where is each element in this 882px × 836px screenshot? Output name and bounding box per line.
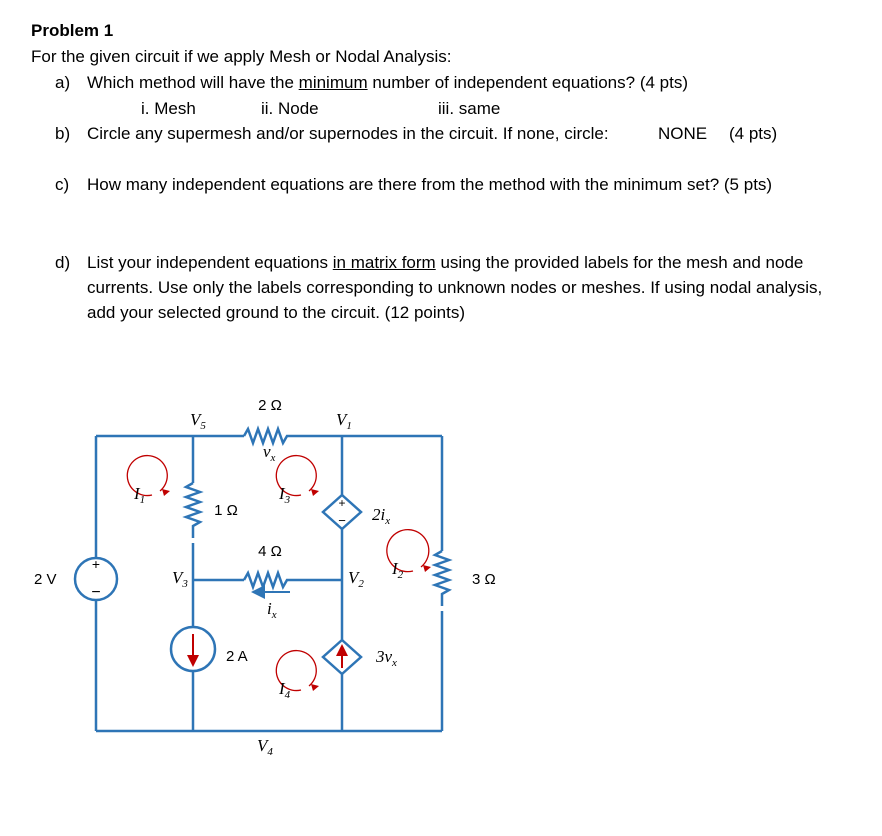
vsource-minus: − xyxy=(91,584,101,601)
resistor-3ohm xyxy=(435,551,449,606)
v2-sub: 2 xyxy=(358,578,364,590)
part-d-underlined: in matrix form xyxy=(332,253,436,272)
part-b-label: b) xyxy=(55,124,71,143)
part-d-label: d) xyxy=(55,253,71,272)
v1-sub: 1 xyxy=(346,420,352,432)
i2-sub: 2 xyxy=(397,569,404,581)
label-4ohm: 4 Ω xyxy=(258,543,282,560)
label-3ohm: 3 Ω xyxy=(472,571,496,588)
ix-main: i xyxy=(267,599,272,618)
part-d-line3: add your selected ground to the circuit. (12 points) xyxy=(87,303,465,322)
arrowhead-i1 xyxy=(162,489,170,496)
part-c-label: c) xyxy=(55,175,70,194)
dep-current-main: 3v xyxy=(376,647,393,666)
resistor-1ohm xyxy=(186,483,200,538)
ix-sub: x xyxy=(271,609,277,621)
v4-main: V xyxy=(257,736,268,755)
mesh-i1 xyxy=(133,484,145,506)
vsource-plus: + xyxy=(91,556,101,572)
dep-v-minus: − xyxy=(338,513,346,528)
i3-main: I xyxy=(279,484,285,503)
node-v5 xyxy=(190,410,206,432)
node-v1 xyxy=(336,410,352,432)
v3-sub: 3 xyxy=(182,578,188,590)
arrowhead-i3 xyxy=(311,489,319,496)
part-b-points: (4 pts) xyxy=(729,124,778,143)
option-node[interactable]: ii. Node xyxy=(261,99,319,118)
label-dep-current xyxy=(375,647,397,669)
vx-main: v xyxy=(263,442,271,461)
dep-v-plus: + xyxy=(338,496,346,510)
dep-voltage-sub: x xyxy=(385,515,391,527)
v3-main: V xyxy=(172,568,183,587)
mesh-i4 xyxy=(278,679,291,701)
label-2v: 2 V xyxy=(34,571,57,588)
dep-current-sub: x xyxy=(392,657,397,669)
label-vx xyxy=(263,442,276,464)
problem-intro: For the given circuit if we apply Mesh or Nodal Analysis: xyxy=(31,47,452,66)
option-mesh[interactable]: i. Mesh xyxy=(141,99,196,118)
i3-sub: 3 xyxy=(284,494,291,506)
v5-main: V xyxy=(190,410,201,429)
i4-sub: 4 xyxy=(284,689,291,701)
dep-voltage-main: 2i xyxy=(372,505,386,524)
part-a-underlined: minimum xyxy=(298,73,368,92)
circuit-wires xyxy=(96,436,442,731)
label-1ohm: 1 Ω xyxy=(214,502,238,519)
part-a-label: a) xyxy=(55,73,71,92)
mesh-i2 xyxy=(391,559,404,581)
arrowhead-i4 xyxy=(311,684,319,691)
part-d-line2: currents. Use only the labels corresponding to unknown nodes or meshes. If using nodal analysis, xyxy=(87,278,823,297)
option-same[interactable]: iii. same xyxy=(438,99,501,118)
label-dep-voltage xyxy=(372,505,390,527)
resistor-4ohm xyxy=(244,573,295,587)
arrowhead-i2 xyxy=(423,565,431,572)
i1-main: I xyxy=(134,484,140,503)
part-d-post: using the provided labels for the mesh and node xyxy=(435,253,804,272)
none-option[interactable]: NONE xyxy=(658,124,708,143)
part-a-pre: Which method will have the xyxy=(87,73,299,92)
v1-main: V xyxy=(336,410,347,429)
part-d-pre: List your independent equations xyxy=(87,253,333,272)
v4-sub: 4 xyxy=(267,746,273,758)
node-v4 xyxy=(257,736,273,758)
label-2a: 2 A xyxy=(226,648,248,665)
node-v2 xyxy=(348,568,364,590)
part-a-post: number of independent equations? (4 pts) xyxy=(367,73,688,92)
label-ix xyxy=(267,599,277,621)
i4-main: I xyxy=(279,679,285,698)
label-2ohm: 2 Ω xyxy=(258,397,282,414)
mesh-i3 xyxy=(278,484,291,506)
i2-main: I xyxy=(392,559,398,578)
node-v3 xyxy=(172,568,188,590)
part-b-question: Circle any supermesh and/or supernodes in the circuit. If none, circle: xyxy=(87,124,609,143)
resistor-2ohm xyxy=(244,429,295,443)
vx-sub: x xyxy=(270,452,276,464)
problem-title: Problem 1 xyxy=(31,21,114,40)
part-c-question: How many independent equations are there from the method with the minimum set? (5 pts) xyxy=(87,175,773,194)
v5-sub: 5 xyxy=(200,420,206,432)
i1-sub: 1 xyxy=(139,494,146,506)
v2-main: V xyxy=(348,568,359,587)
